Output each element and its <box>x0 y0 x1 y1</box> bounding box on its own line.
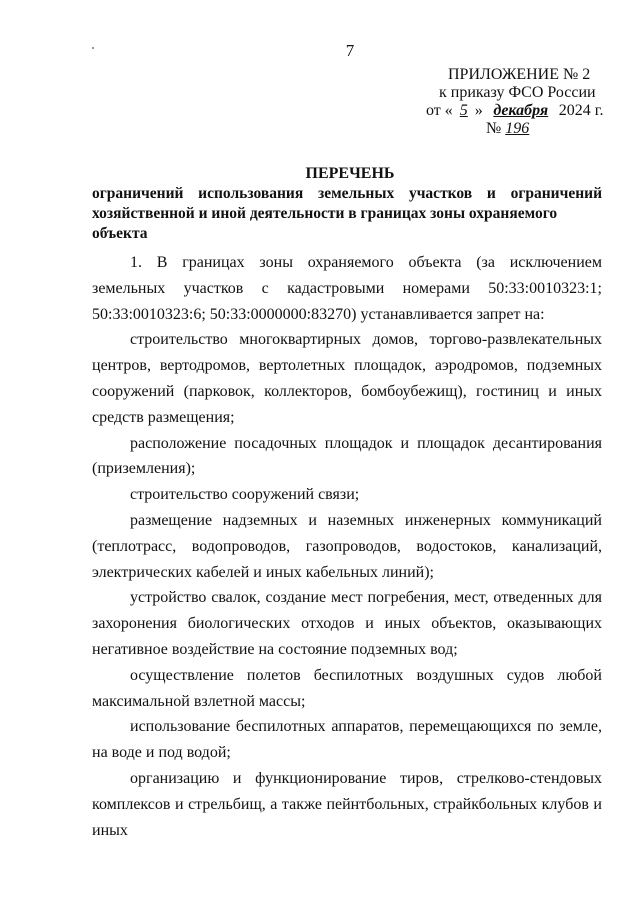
document-subtitle-line-2: хозяйственной и иной деятельности в границах зоны охраняемого объекта <box>92 205 558 242</box>
paragraph-item: использование беспилотных аппаратов, перемещающихся по земле, на воде и под водой; <box>92 718 602 762</box>
appendix-title: ПРИЛОЖЕНИЕ № 2 <box>448 66 591 83</box>
document-heading: ПЕРЕЧЕНЬ <box>305 165 395 182</box>
paragraph-item: устройство свалок, создание мест погребения, мест, отведенных для захоронения биологических отходов и иных объектов, оказывающих негативное воздействие на состояние подземных вод; <box>92 589 602 658</box>
paragraph-item: расположение посадочных площадок и площадок десантирования (приземления); <box>92 434 602 478</box>
number-value: 196 <box>505 120 530 137</box>
page-number: 7 <box>345 41 355 60</box>
appendix-order-reference: к приказу ФСО России <box>439 84 596 101</box>
document-body <box>92 250 602 843</box>
paragraph-item: осуществление полетов беспилотных воздушных судов любой максимальной взлетной массы; <box>92 666 602 710</box>
date-prefix: от « <box>426 102 453 119</box>
date-mid: » <box>474 102 483 119</box>
date-day: 5 <box>459 102 468 119</box>
date-year: 2024 г. <box>558 102 604 119</box>
number-prefix: № <box>486 120 502 137</box>
paragraph-item: организацию и функционирование тиров, стрелково-стендовых комплексов и стрельбищ, а также пейнтбольных, страйкбольных клубов и иных <box>92 769 602 839</box>
date-month: декабря <box>493 102 549 119</box>
document-subtitle-line-1: ограничений использования земельных участков и ограничений <box>92 185 602 202</box>
paragraph-item: размещение надземных и наземных инженерных коммуникаций (теплотрасс, водопроводов, газопроводов, водостоков, канализаций, электрических кабелей и иных кабельных линий); <box>92 511 602 581</box>
paragraph-item: строительство многоквартирных домов, торгово-развлекательных центров, вертодромов, вертолетных площадок, аэродромов, подземных сооружений (парковок, коллекторов, бомбоубежищ), гостиниц и иных средств размещения; <box>92 331 602 426</box>
paragraph-intro: 1. В границах зоны охраняемого объекта (за исключением земельных участков с кадастровыми номерами 50:33:0010323:1; 50:33:0010323:6; 50:33:0000000:83270) устанавливается запрет на: <box>92 254 602 323</box>
paragraph-item: строительство сооружений связи; <box>130 486 360 504</box>
appendix-number <box>486 118 551 139</box>
